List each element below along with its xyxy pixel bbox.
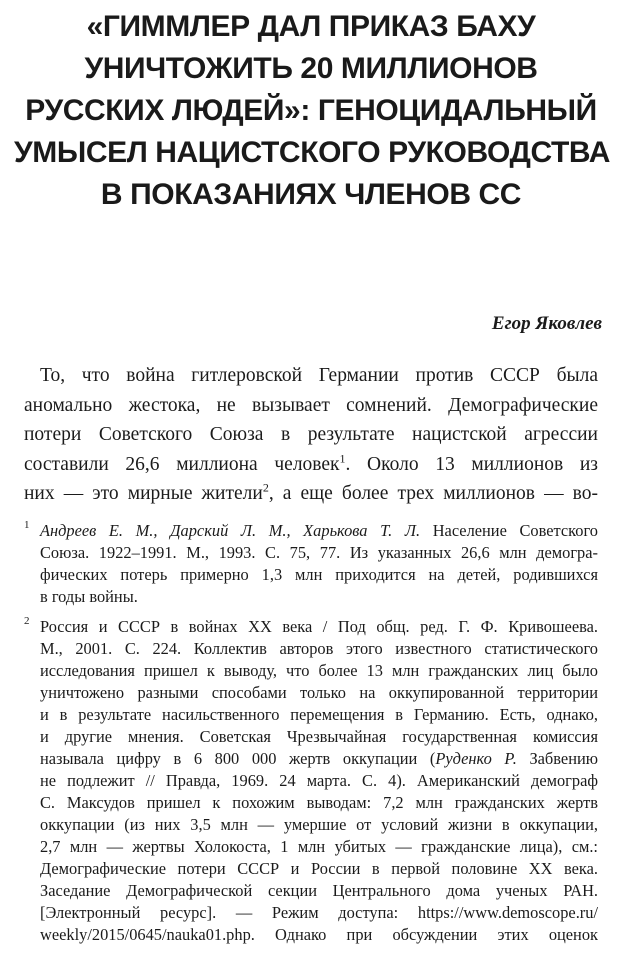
footnote-line: Заседание Демографической секции Центрального дома ученых РАН. xyxy=(40,881,598,900)
footnote-line xyxy=(40,520,598,542)
title-line: УМЫСЕЛ НАЦИСТСКОГО РУКОВОДСТВА xyxy=(14,136,610,169)
footnote-line: уничтожено разными способами только на оккупированной территории xyxy=(40,683,598,702)
title-line: «ГИММЛЕР ДАЛ ПРИКАЗ БАХУ xyxy=(86,10,536,43)
footnote-number: 1 xyxy=(24,519,30,531)
footnote-author-ref: Руденко Р. xyxy=(435,749,517,768)
footnote-line: и в результате насильственного перемещения в Германию. Есть, однако, xyxy=(40,705,598,724)
footnote-ref-2[interactable]: 2 xyxy=(262,480,269,495)
body-text-segment: , а еще более трех миллионов — во- xyxy=(268,483,598,504)
body-line: То, что война гитлеровской Германии против СССР была xyxy=(40,365,598,386)
footnote-text-segment: называла цифру в 6 800 000 жертв оккупации ( xyxy=(40,749,436,768)
body-text-segment: них — это мирные жители xyxy=(24,483,263,504)
footnote-line: и другие мнения. Советская Чрезвычайная государственная комиссия xyxy=(40,727,598,746)
footnote-line: 2,7 млн — жертвы Холокоста, 1 млн убитых — гражданские лица), см.: xyxy=(40,837,598,856)
footnote-line xyxy=(40,748,598,770)
footnotes xyxy=(24,520,598,946)
footnote-url-line: [Электронный ресурс]. — Режим доступа: https://www.demoscope.ru/ xyxy=(40,903,598,922)
footnote-authors: Андреев Е. М., Дарский Л. М., Харькова Т. Л. xyxy=(40,521,421,540)
footnote-line: оккупации (из них 3,5 млн — умершие от условий жизни в оккупации, xyxy=(40,815,598,834)
title-line: В ПОКАЗАНИЯХ ЧЛЕНОВ СС xyxy=(100,178,522,211)
body-line xyxy=(24,479,598,509)
body-paragraph xyxy=(24,361,598,509)
body-line: потери Советского Союза в результате нацистской агрессии xyxy=(24,424,598,445)
body-text-segment: составили 26,6 миллиона человек xyxy=(24,453,340,475)
body-line xyxy=(24,450,598,480)
footnote-line: М., 2001. С. 224. Коллектив авторов этого известного статистического xyxy=(40,639,598,658)
body-text-segment: . Около 13 миллионов из xyxy=(345,453,598,475)
footnote-line: не подлежит // Правда, 1969. 24 марта. С. 4). Американский демограф xyxy=(40,771,598,790)
footnote-line: С. Максудов пришел к похожим выводам: 7,2 млн гражданских жертв xyxy=(40,793,598,812)
footnote-line: Демографические потери СССР и России в первой половине XX века. xyxy=(40,859,598,878)
body-line: аномально жестока, не вызывает сомнений. Демографические xyxy=(24,394,598,416)
footnote-line: Россия и СССР в войнах XX века / Под общ. ред. Г. Ф. Кривошеева. xyxy=(40,617,598,636)
footnote-line: исследования пришел к выводу, что более 13 млн гражданских лиц было xyxy=(40,661,598,680)
footnote-ref-1[interactable]: 1 xyxy=(339,451,346,465)
chapter-title xyxy=(14,6,608,216)
footnote-url-line: weekly/2015/0645/nauka01.php. Однако при обсуждении этих оценок xyxy=(40,925,598,944)
footnote-text-segment: Забвению xyxy=(516,749,598,768)
footnote-2 xyxy=(24,616,598,946)
author-name: Егор Яковлев xyxy=(491,313,602,334)
footnote-line: в годы войны. xyxy=(40,587,138,606)
title-line: УНИЧТОЖИТЬ 20 МИЛЛИОНОВ xyxy=(84,52,538,85)
footnote-1 xyxy=(24,520,598,608)
footnote-line: Союза. 1922–1991. М., 1993. С. 75, 77. Из указанных 26,6 млн демогра- xyxy=(40,543,598,562)
footnote-text-segment: Население Советского xyxy=(420,521,598,540)
footnote-line: фических потерь примерно 1,3 млн приходится на детей, родившихся xyxy=(40,565,598,584)
footnote-number: 2 xyxy=(24,615,30,627)
title-line: РУССКИХ ЛЮДЕЙ»: ГЕНОЦИДАЛЬНЫЙ xyxy=(25,94,597,127)
